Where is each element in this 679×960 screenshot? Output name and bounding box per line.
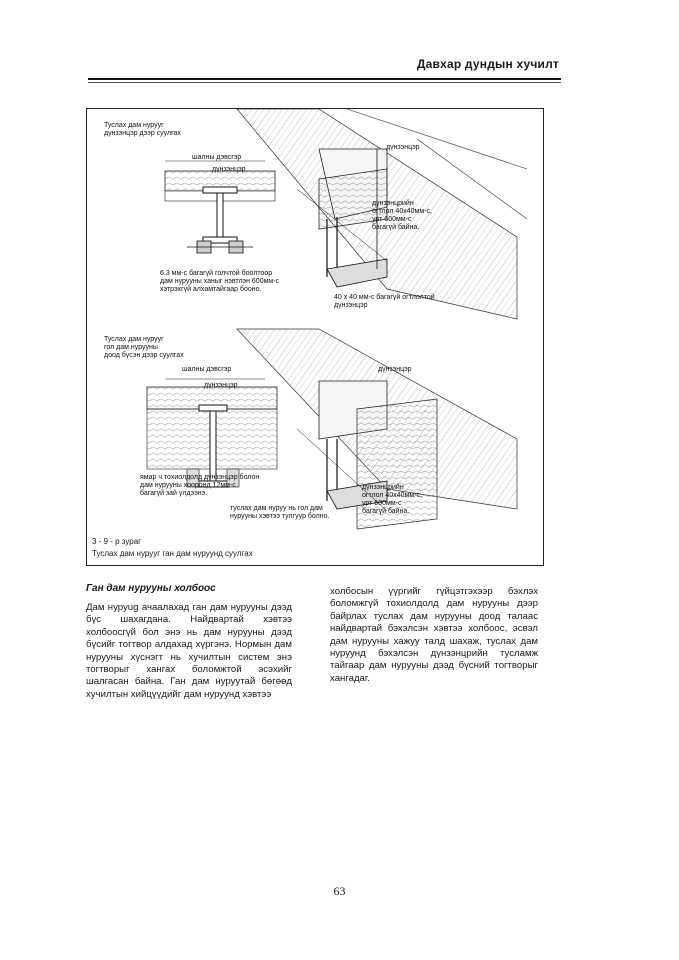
bottom-joist-label: дүнзэнцэр <box>204 382 238 389</box>
top-bolt-label: 6.3 мм-с багагүй голчтой боолтоор дам нурууны ханыг нэвтлэн 600мм-с хэтрэхгүй алхамтайгаар бооно. <box>160 270 280 293</box>
top-ledger-label: дүнзэнцрийн огтлол 40х40мм-с, урт 600мм-с багагүй байна. <box>372 200 432 231</box>
bottom-gap-label: ямар ч тохиолдолд дүнзэнцэр болон дам нурууны хооронд 12мм-с багагүй зай үлдээнэ. <box>140 474 260 497</box>
bottom-support-label: туслах дам нуруу нь гол дам нурууны хэвтээ тулгуур болно. <box>230 505 330 520</box>
header-rule-thin <box>88 82 561 83</box>
left-column-paragraph: Дам нуруug ачаалахад ган дам нурууны дээд бүс шахагдана. Найдвартай хэвтээ холбоосгүй бол энэ нь дам нурууны дээд бүсийг тогтвор алдахад хүргэнэ. Нормын дам нурууны хүснэгт нь хучилтын систем энэ тогтворыг хангах боломжтой эсэхийг шалгасан байна. Ган дам нуруутай бөгөөд хучилтын хийцүүдийг дам нуруунд хэвтээ <box>86 602 292 700</box>
top-cut-label: 40 х 40 мм-с багагүй огтлолтой дүнзэнцэр <box>334 294 435 309</box>
bottom-section-drawing <box>147 329 517 529</box>
top-joist-label: дүнзэнцэр <box>212 166 246 173</box>
right-column-paragraph: холбосын үүргийг гүйцэтгэхээр бэхлэх боломжгүй тохиолдолд дам нурууны дээр байрлах туслах дам нурууны доод талаас найдвартай бэхэлсэн хэвтээ холбоос, эсвэл дам нурууны хажуу талд шахаж, туслах дам нуруунд бэхэлсэн дүнзэнцрийн тусламж тайгаар дам нурууны дээд бүсний тогтворыг хангадаг. <box>330 586 538 684</box>
figure-caption-number: 3 - 9 - р зураг <box>92 537 142 546</box>
bottom-ledger-label: дүнзэнцрийн огтлол 40х40мм-с, урт 600мм-с багагүй байна. <box>362 484 422 515</box>
bottom-title-label: Туслах дам нурууг гол дам нурууны доод бүсэн дээр суулгах <box>104 336 184 359</box>
bottom-joist-right-label: дүнзэнцэр <box>378 366 412 373</box>
top-plank-label: шалны дэвсгэр <box>192 154 242 161</box>
top-joist-right-label: дүнзэнцэр <box>386 144 420 151</box>
section-title: Ган дам нурууны холбоос <box>86 583 216 594</box>
top-title-label: Туслах дам нурууг дүнзэнцэр дээр суулгах <box>104 122 181 137</box>
figure-caption-text: Туслах дам нурууг ган дам нуруунд суулгах <box>92 549 253 558</box>
page-header-title: Давхар дундын хучилт <box>416 57 559 71</box>
header-rule <box>88 78 561 80</box>
page-number: 63 <box>333 884 346 898</box>
bottom-plank-label: шалны дэвсгэр <box>182 366 232 373</box>
